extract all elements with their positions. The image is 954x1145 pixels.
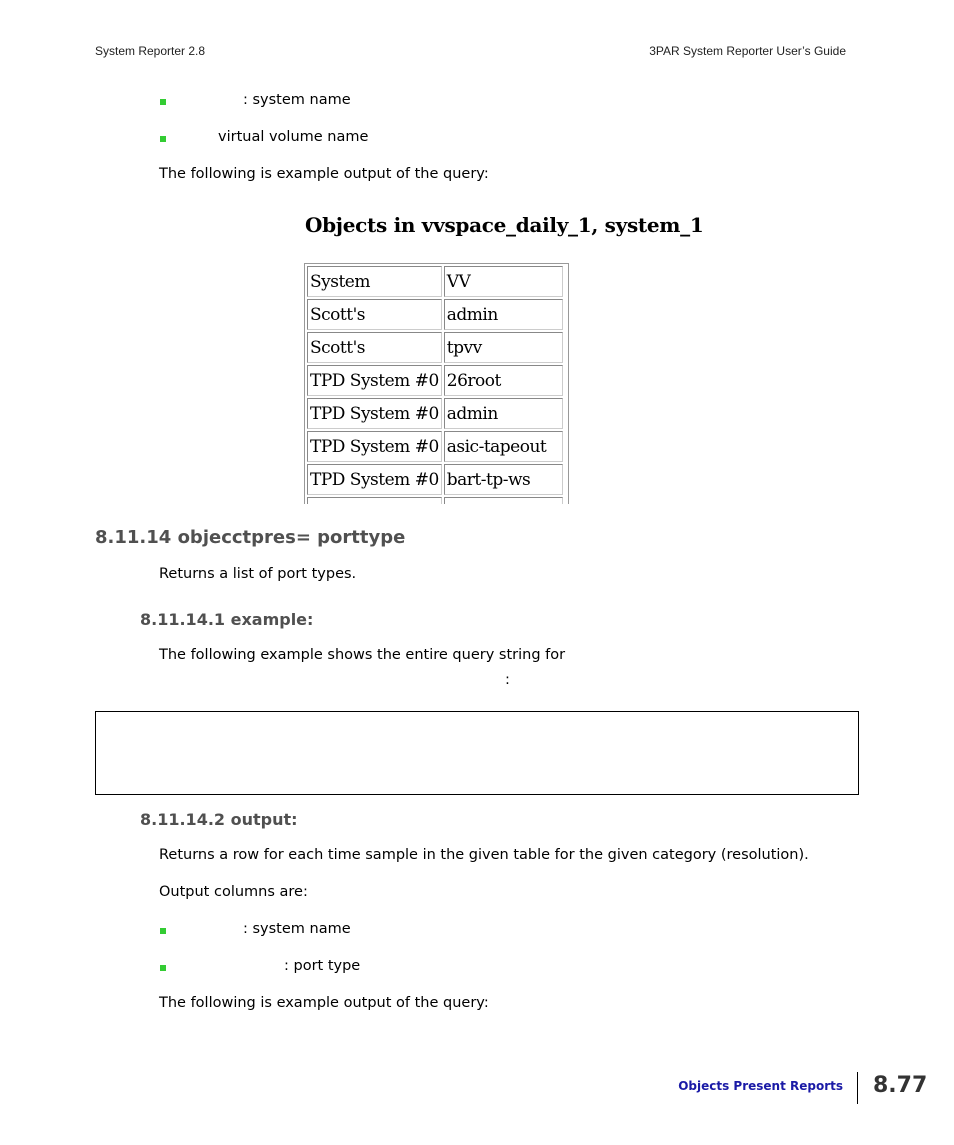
bullet-icon — [160, 99, 166, 105]
bullet-text-system-name: : system name — [243, 92, 351, 108]
table-cell: 26root — [444, 365, 563, 396]
section-heading: 8.11.14 objecctpres= porttype — [95, 527, 406, 548]
table-cell: System — [307, 266, 442, 297]
table-row — [307, 398, 563, 429]
table-cell: TPD System #0 — [307, 398, 442, 429]
running-header-right: 3PAR System Reporter User’s Guide — [649, 44, 846, 58]
table-row — [307, 332, 563, 363]
output-paragraph: Returns a row for each time sample in the given table for the given category (resolution). — [159, 847, 809, 863]
figure-title: Objects in vvspace_daily_1, system_1 — [305, 213, 704, 237]
table-cell: bart-tp-ws — [444, 464, 563, 495]
table-cell: asic-tapeout — [444, 431, 563, 462]
table-cell-cut — [307, 497, 442, 504]
footer-divider — [857, 1072, 858, 1104]
bullet-icon — [160, 136, 166, 142]
table-cell: admin — [444, 398, 563, 429]
table-cell: TPD System #0 — [307, 464, 442, 495]
table-cell: TPD System #0 — [307, 365, 442, 396]
table-cell: VV — [444, 266, 563, 297]
intro-paragraph: The following is example output of the query: — [159, 166, 489, 182]
page-number: 8.77 — [873, 1073, 928, 1098]
example-heading: 8.11.14.1 example: — [140, 610, 314, 629]
bullet-text-port-type: : port type — [284, 958, 361, 974]
section-description: Returns a list of port types. — [159, 566, 357, 582]
table-cell: admin — [444, 299, 563, 330]
bullet-icon — [160, 965, 166, 971]
running-header-left: System Reporter 2.8 — [95, 44, 206, 58]
table-row — [307, 497, 563, 504]
output-heading: 8.11.14.2 output: — [140, 810, 298, 829]
table-cell: Scott's — [307, 299, 442, 330]
closing-paragraph: The following is example output of the query: — [159, 995, 489, 1011]
query-code-box — [95, 711, 859, 795]
example-colon: : — [505, 672, 510, 688]
bullet-icon — [160, 928, 166, 934]
footer-section-link[interactable]: Objects Present Reports — [678, 1079, 843, 1093]
table-cell: TPD System #0 — [307, 431, 442, 462]
table-cell: Scott's — [307, 332, 442, 363]
output-table-figure — [304, 263, 569, 504]
table-row — [307, 299, 563, 330]
objects-table — [305, 264, 565, 504]
table-row — [307, 266, 563, 297]
output-columns-label: Output columns are: — [159, 884, 308, 900]
table-row — [307, 431, 563, 462]
table-row — [307, 464, 563, 495]
example-paragraph: The following example shows the entire query string for — [159, 647, 566, 663]
table-cell-cut — [444, 497, 563, 504]
bullet-text-system-name: : system name — [243, 921, 351, 937]
table-cell: tpvv — [444, 332, 563, 363]
table-row — [307, 365, 563, 396]
bullet-text-vv-name: virtual volume name — [218, 129, 369, 145]
